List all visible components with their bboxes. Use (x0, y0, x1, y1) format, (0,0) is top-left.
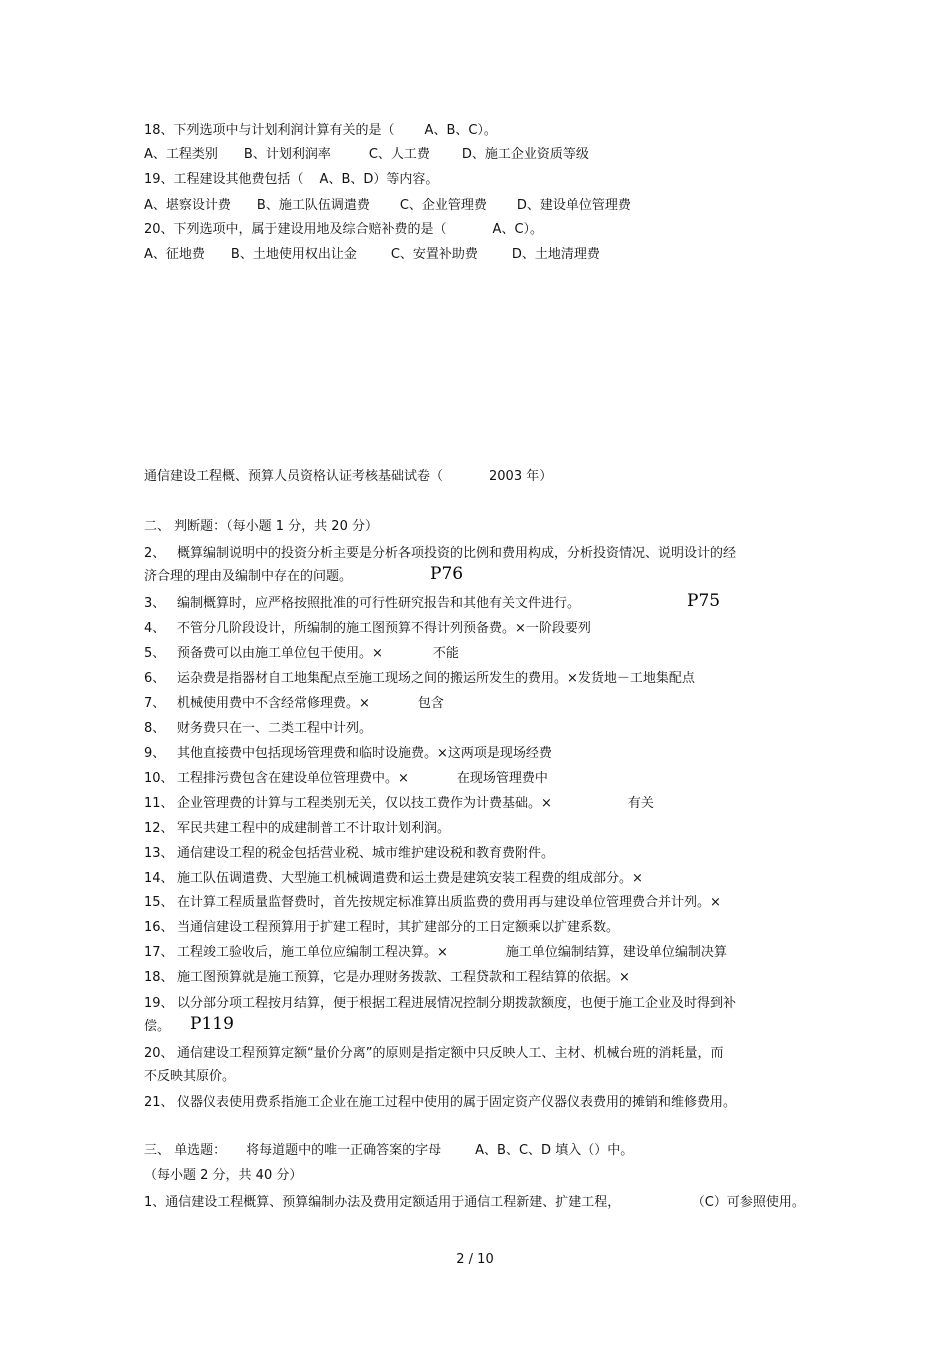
item-text: 概算编制说明中的投资分析主要是分析各项投资的比例和费用构成，分析投资情况、说明设计的经 (177, 546, 737, 561)
judge-item-12 (144, 821, 450, 837)
judge-item-16 (144, 920, 619, 936)
section-instruction: 将每道题中的唯一正确答案的字母 (246, 1143, 442, 1158)
question-20-options (144, 247, 600, 263)
answer: A、C）。 (492, 222, 544, 237)
question-18-options (144, 147, 589, 163)
option-d: D、土地清理费 (511, 247, 600, 262)
item-number: 5、 (144, 646, 166, 661)
judge-item-20 (144, 1046, 723, 1062)
judge-section-header: 二、 判断题：（每小题 1 分，共 20 分） (144, 519, 378, 534)
item-text: 预备费可以由施工单位包干使用。× (177, 646, 383, 661)
correction: 不能 (432, 646, 459, 661)
judge-item-2-cont: 济合理的理由及编制中存在的问题。 (144, 569, 353, 584)
item-number: 11、 (144, 796, 174, 811)
single-section-header (144, 1143, 633, 1159)
item-text: 以分部分项工程按月结算，便于根据工程进展情况控制分期拨款额度，也便于施工企业及时得到补 (177, 996, 737, 1011)
question-18 (144, 123, 497, 139)
judge-item-14 (144, 871, 643, 887)
item-text: 仪器仪表使用费系指施工企业在施工过程中使用的属于固定资产仪器仪表费用的摊销和维修费用。 (177, 1095, 737, 1110)
item-number: 6、 (144, 671, 166, 686)
item-number: 21、 (144, 1095, 174, 1110)
question-19 (144, 172, 438, 188)
page-note-p76: P76 (430, 564, 464, 584)
item-text: 通信建设工程预算定额“量价分离”的原则是指定额中只反映人工、主材、机械台班的消耗量，而 (177, 1046, 724, 1061)
question-19-options (144, 198, 631, 214)
item-text: 工程竣工验收后，施工单位应编制工程决算。× (177, 945, 448, 960)
question-stem: 19、工程建设其他费包括（ (144, 172, 304, 187)
item-number: 17、 (144, 945, 174, 960)
item-number: 19、 (144, 996, 174, 1011)
option-a: A、工程类别 (144, 147, 218, 162)
item-text: 在计算工程质量监督费时，首先按规定标准算出质监费的费用再与建设单位管理费合并计列。× (177, 895, 721, 910)
judge-item-3 (144, 596, 580, 612)
item-text: 机械使用费中不含经常修理费。× (177, 696, 370, 711)
judge-item-4 (144, 621, 591, 637)
option-b: B、施工队伍调遣费 (256, 198, 370, 213)
option-b: B、土地使用权出让金 (230, 247, 357, 262)
item-text: 当通信建设工程预算用于扩建工程时，其扩建部分的工日定额乘以扩建系数。 (177, 920, 620, 935)
judge-item-19 (144, 996, 736, 1012)
judge-item-13 (144, 846, 554, 862)
item-number: 9、 (144, 746, 166, 761)
item-text: 施工图预算就是施工预算，它是办理财务拨款、工程贷款和工程结算的依据。× (177, 970, 630, 985)
judge-item-18 (144, 970, 630, 986)
page-number: 2 / 10 (456, 1252, 494, 1267)
exam-title (144, 469, 552, 485)
item-number: 2、 (144, 546, 166, 561)
section-instruction-letters: A、B、C、D 填入（）中。 (475, 1143, 634, 1158)
judge-item-9 (144, 746, 552, 762)
item-number: 12、 (144, 821, 174, 836)
item-text: 编制概算时，应严格按照批准的可行性研究报告和其他有关文件进行。 (177, 596, 581, 611)
judge-item-17 (144, 945, 727, 961)
item-number: 16、 (144, 920, 174, 935)
option-c: C、人工费 (368, 147, 430, 162)
item-number: 20、 (144, 1046, 174, 1061)
correction: 有关 (627, 796, 654, 811)
judge-item-5 (144, 646, 459, 662)
judge-item-7 (144, 696, 444, 712)
item-number: 13、 (144, 846, 174, 861)
option-d: D、施工企业资质等级 (461, 147, 589, 162)
option-d: D、建设单位管理费 (516, 198, 631, 213)
option-a: A、征地费 (144, 247, 205, 262)
correction: 在现场管理费中 (456, 771, 548, 786)
section-title: 三、 单选题： (144, 1143, 227, 1158)
item-number: 4、 (144, 621, 166, 636)
item-text: 运杂费是指器材自工地集配点至施工现场之间的搬运所发生的费用。×发货地－工地集配点 (177, 671, 695, 686)
item-text: 施工队伍调遣费、大型施工机械调遣费和运土费是建筑安装工程费的组成部分。× (177, 871, 643, 886)
answer: A、B、D）等内容。 (319, 172, 439, 187)
item-text: 财务费只在一、二类工程中计列。 (177, 721, 373, 736)
single-question-1 (144, 1195, 805, 1211)
exam-year: 2003 年） (489, 469, 553, 484)
item-number: 18、 (144, 970, 174, 985)
item-text: 企业管理费的计算与工程类别无关，仅以技工费作为计费基础。× (177, 796, 552, 811)
item-text: 其他直接费中包括现场管理费和临时设施费。×这两项是现场经费 (177, 746, 552, 761)
option-c: C、安置补助费 (390, 247, 478, 262)
judge-item-20-cont: 不反映其原价。 (144, 1069, 236, 1084)
item-text: 通信建设工程的税金包括营业税、城市维护建设税和教育费附件。 (177, 846, 555, 861)
judge-item-10 (144, 771, 548, 787)
item-number: 14、 (144, 871, 174, 886)
item-number: 15、 (144, 895, 174, 910)
judge-item-21 (144, 1095, 736, 1111)
exam-title-text: 通信建设工程概、预算人员资格认证考核基础试卷（ (144, 469, 444, 484)
correction: 包含 (417, 696, 444, 711)
item-text: 不管分几阶段设计，所编制的施工图预算不得计列预备费。×一阶段要列 (177, 621, 591, 636)
option-b: B、计划利润率 (243, 147, 331, 162)
judge-item-11 (144, 796, 654, 812)
question-stem: 1、通信建设工程概算、预算编制办法及费用定额适用于通信工程新建、扩建工程， (144, 1195, 621, 1210)
judge-item-15 (144, 895, 721, 911)
page-note-p75: P75 (687, 591, 721, 611)
single-section-scoring: （每小题 2 分，共 40 分） (144, 1168, 303, 1183)
item-number: 10、 (144, 771, 174, 786)
item-number: 7、 (144, 696, 166, 711)
question-stem: 18、下列选项中与计划利润计算有关的是（ (144, 123, 395, 138)
option-a: A、堪察设计费 (144, 198, 231, 213)
item-number: 3、 (144, 596, 166, 611)
item-number: 8、 (144, 721, 166, 736)
question-20 (144, 222, 543, 238)
judge-item-2 (144, 546, 736, 562)
option-c: C、企业管理费 (399, 198, 487, 213)
answer: （C）可参照使用。 (698, 1195, 805, 1210)
judge-item-6 (144, 671, 695, 687)
item-text: 军民共建工程中的成建制普工不计取计划利润。 (177, 821, 451, 836)
judge-item-19-cont: 偿。 (144, 1019, 171, 1034)
item-text: 工程排污费包含在建设单位管理费中。× (177, 771, 409, 786)
correction: 施工单位编制结算，建设单位编制决算 (505, 945, 727, 960)
page-note-p119: P119 (190, 1014, 234, 1034)
question-stem: 20、下列选项中，属于建设用地及综合赔补费的是（ (144, 222, 447, 237)
answer: A、B、C）。 (424, 123, 497, 138)
judge-item-8 (144, 721, 372, 737)
